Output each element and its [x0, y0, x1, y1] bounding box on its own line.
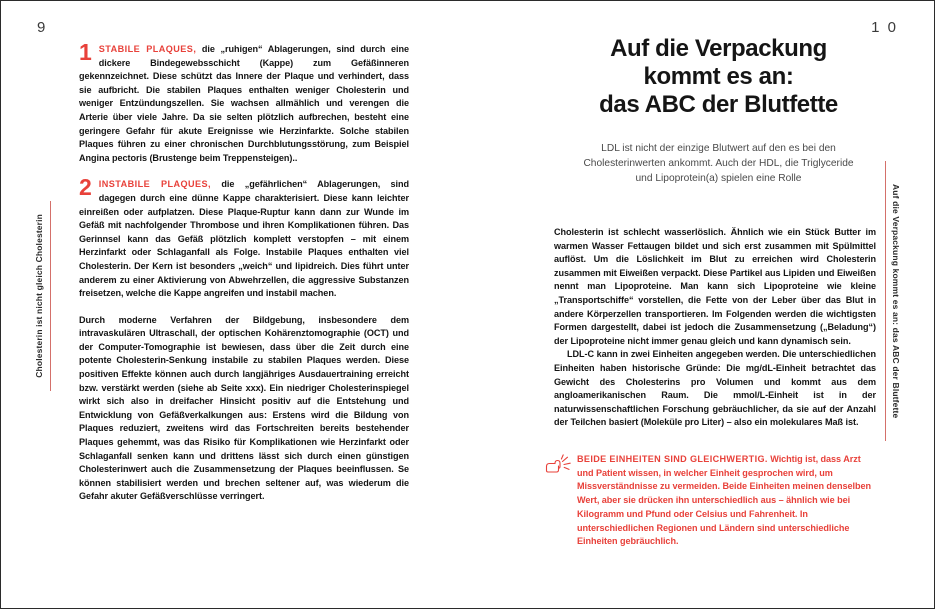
running-head-left-rule [50, 201, 51, 391]
running-head-right-rule [885, 161, 886, 441]
list-item-lead-2: INSTABILE PLAQUES, [98, 179, 212, 190]
page-subtitle: LDL ist nicht der einzige Blutwert auf den es bei den Cholesterinwerten ankommt. Auch der HDL, die Triglyceride und Lipoprotein(a) spielen eine Rolle [583, 143, 854, 184]
callout-lead: BEIDE EINHEITEN SIND GLEICHWERTIG. [577, 454, 768, 464]
list-marker-2: 2 [79, 174, 92, 201]
pointing-hand-click-icon [544, 454, 572, 476]
callout-box [544, 453, 876, 549]
list-item-lead-1: STABILE PLAQUES, [98, 44, 197, 54]
left-text-column [79, 39, 409, 517]
list-item [79, 174, 409, 300]
callout-text [577, 453, 876, 549]
running-head-left [35, 201, 51, 391]
chapter-header [576, 35, 861, 186]
right-text-column [554, 226, 876, 430]
list-item-body-2: die „gefährlichen“ Ablagerungen, sind dagegen durch eine dünne Kappe charakterisiert. Diese kann leichter einreißen oder aufplatzen. Diese Plaque-Ruptur kann dann zur Wunde im Gefäß mit nachfolgender Thrombose und ihren Komplikationen führen. Das Gerinnsel kann das Gefäß plötzlich komplett verstopfen – mit einem Herzinfarkt oder Schlaganfall als Folge. Instabile Plaques enthalten viel Cholesterin. Der Kern ist besonders „weich“ und lipidreich. Dies führt unter anderem zu einer Aktivierung von Abwehrzellen, die aggressive Substanzen freisetzen, welche die Kappe angreifen und instabil machen. [79, 179, 409, 299]
page-number-left: 9 [37, 19, 48, 36]
list-item [79, 39, 409, 165]
page-number-right: 1 0 [871, 19, 898, 36]
running-head-left-label: Cholesterin ist nicht gleich Cholesterin [34, 214, 44, 378]
page-title-line-3: das ABC der Blutfette [599, 91, 838, 118]
list-marker-1: 1 [79, 39, 92, 65]
left-closing-paragraph: Durch moderne Verfahren der Bildgebung, insbesondere dem intravaskulären Ultraschall, der optischen Kohärenztomographie (OCT) und der Computer-Tomographie ist bewiesen, dass über die Zeit durch eine potente Cholesterin-Senkung instabile zu stabilen Plaques werden. Diese positiven Effekte können auch durch langjähriges Ausdauertraining erreicht bzw. verstärkt werden (siehe ab Seite xxx). Ein niedriger Cholesterinspiegel wirkt sich also in dreifacher Hinsicht positiv auf die Entstehung und Entwicklung von Gefäßverkalkungen aus: Erstens wird die Bildung von Plaques reduziert, zweitens wird das Fortschreiten bereits bestehender Plaques gehemmt, was das Risiko für Komplikationen wie Herzinfarkt oder Schlaganfall senken kann und drittens lässt sich durch einen günstigen Cholesterinwert auch die Zusammensetzung der Plaques beeinflussen. Se können stabilisiert werden und brechen seltener auf, was wiederum die Gefahr akuter Gefäßverschlüsse verringert. [79, 314, 409, 502]
right-paragraph-2: LDL-C kann in zwei Einheiten angegeben werden. Die unterschiedlichen Einheiten haben historische Gründe: Die mg/dL-Einheit betrachtet das Gewicht des Cholesterins pro Volumen und kommt aus dem angloamerikanischen Raum. Die mmol/L-Einheit ist in der naturwissenschaftlichen Forschung gebräuchlicher, da sie auf der Anzahl der Teilchen basiert (Moleküle pro Liter) – also ein molekulares Maß ist. [554, 349, 876, 428]
page-title-line-1: Auf die Verpackung [610, 35, 827, 62]
running-head-right [885, 161, 901, 441]
page-title-line-2: kommt es an: [643, 63, 794, 90]
list-item-body-1: die „ruhigen“ Ablagerungen, sind durch eine dickere Bindegewebsschicht (Kappe) zum Gefäßinneren gekennzeichnet. Diese schützt das Innere der Plaque und verhindert, dass sie aufbricht. Die stabilen Plaques enthalten weniger Cholesterin und weniger Entzündungszellen. Sie wachsen allmählich und verengen die Arterie über viele Jahre. Da sie selten plötzlich aufbrechen, besteht eine geringere Gefahr für akute Ereignisse wie Herzinfarkte. Solche stabilen Plaques führen zu einer chronischen Durchblutungsstörung, zum Beispiel Angina pectoris (Brustenge beim Treppensteigen).. [79, 44, 409, 163]
callout-body: Wichtig ist, dass Arzt und Patient wissen, in welcher Einheit gesprochen wird, um Missverständnisse zu vermeiden. Beide Einheiten meinen denselben Wert, aber sie drücken ihn unterschiedlich aus – ähnlich wie bei Kilogramm und Pfund oder Celsius und Fahrenheit. In unterschiedlichen Regionen und Ländern sind unterschiedliche Einheiten gebräuchlich. [577, 454, 871, 547]
page-title [576, 35, 861, 119]
running-head-right-label: Auf die Verpackung kommt es an: das ABC der Blutfette [891, 183, 901, 419]
right-paragraph-1: Cholesterin ist schlecht wasserlöslich. Ähnlich wie ein Stück Butter im warmen Wasser Fettaugen bildet und sich erst zusammen mit Spülmittel auflöst. Um die Löslichkeit im Blut zu erreichen wird Cholesterin zusammen mit Eiweißen verpackt. Diese Partikel aus Lipiden und Eiweißen nennt man Lipoproteine. Man kann sich Lipoproteine wie kleine „Transportschiffe“ vorstellen, die Fette von der Leber über das Blut in andere Körperzellen transportieren. Im Folgenden werden die wichtigsten Formen dargestellt, dabei ist jedoch die Zusammensetzung („Beladung“) der Lipoproteine nicht immer genau gleich und kann dynamisch sein. [554, 227, 876, 346]
